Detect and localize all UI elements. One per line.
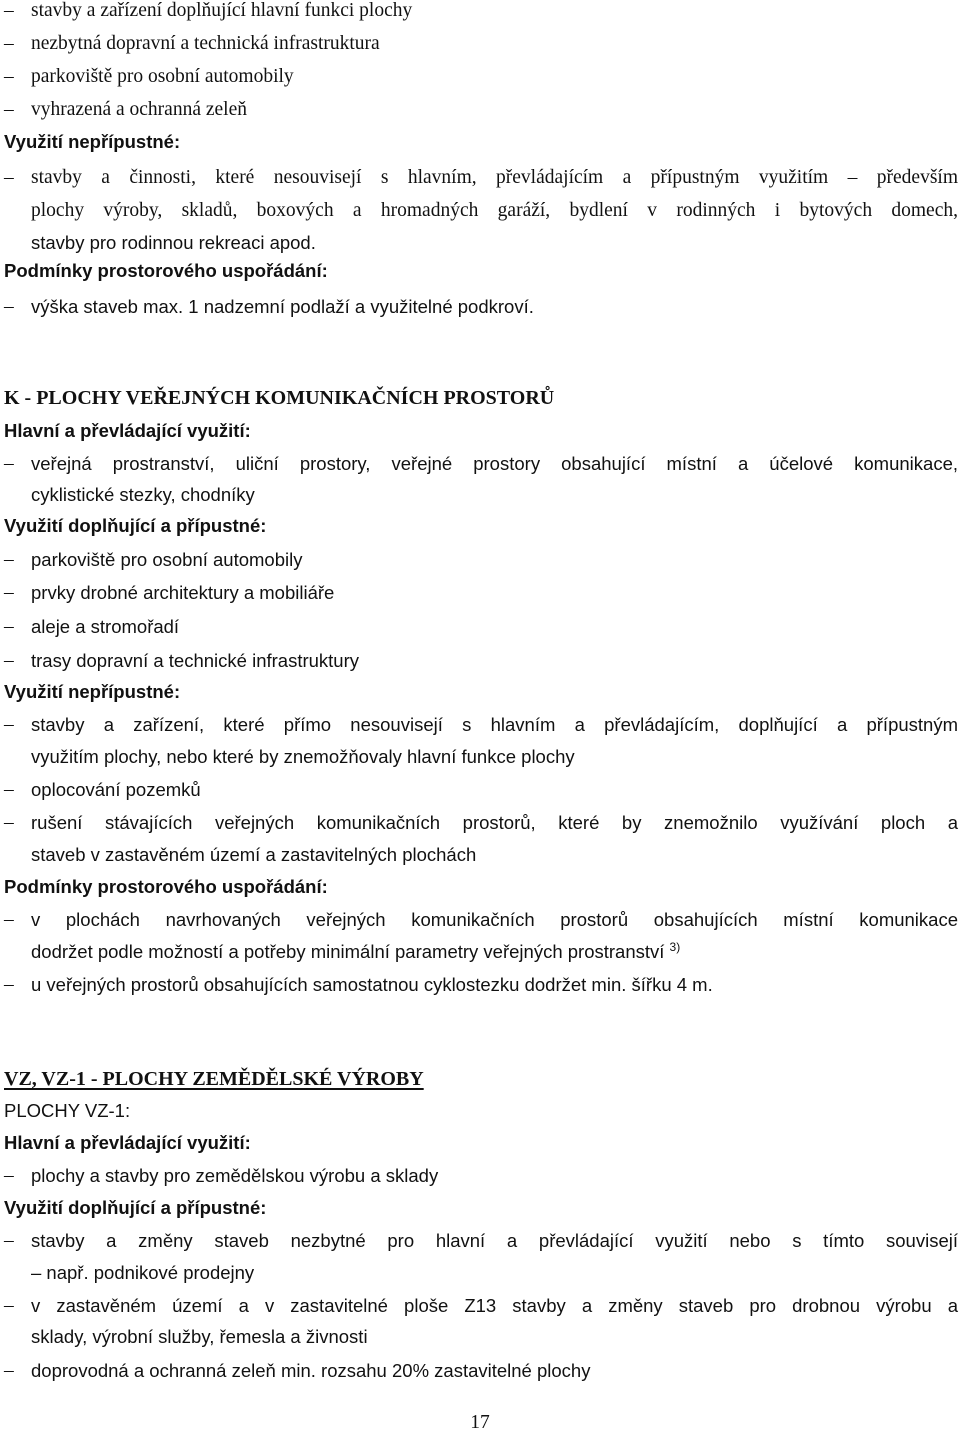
- dash-bullet: –: [4, 167, 14, 188]
- page-number: 17: [470, 1412, 490, 1433]
- list-item-text: parkoviště pro osobní automobily: [31, 66, 294, 87]
- list-item-text-wrap: [4, 936, 958, 968]
- dash-bullet: –: [4, 779, 14, 800]
- list-item-text: aleje a stromořadí: [31, 616, 180, 637]
- list-item: [4, 94, 958, 126]
- dash-bullet: –: [4, 0, 14, 21]
- list-item-text: – např. podnikové prodejny: [31, 1262, 255, 1283]
- list-item: [4, 1290, 958, 1322]
- dash-bullet: –: [4, 33, 14, 54]
- section-subtitle: PLOCHY VZ-1:: [4, 1100, 131, 1121]
- list-item-text: v plochách navrhovaných veřejných komunikačních prostorů obsahujících místní komunikace: [31, 909, 958, 930]
- list-item: [4, 448, 958, 480]
- list-item-text: využitím plochy, nebo které by znemožňovaly hlavní funkce plochy: [31, 746, 575, 767]
- list-item-text: veřejná prostranství, uliční prostory, veřejné prostory obsahující místní a účelové komunikace,: [31, 453, 958, 474]
- list-item-text: staveb v zastavěném území a zastavitelných plochách: [31, 844, 477, 865]
- list-item: [4, 0, 958, 27]
- list-item-continuation: [4, 195, 958, 227]
- dash-bullet: –: [4, 812, 14, 833]
- section-heading: Hlavní a převládající využití:: [4, 1132, 251, 1153]
- section-title-vz: VZ, VZ-1 - PLOCHY ZEMĚDĚLSKÉ VÝROBY: [4, 1068, 424, 1090]
- list-item: [4, 1225, 958, 1257]
- list-item: [4, 969, 958, 1001]
- list-item: [4, 611, 958, 643]
- list-item: [4, 28, 958, 60]
- dash-bullet: –: [4, 650, 14, 671]
- dash-bullet: –: [4, 296, 14, 317]
- footnote-ref: 3): [669, 939, 681, 954]
- list-item-text: stavby pro rodinnou rekreaci apod.: [31, 232, 316, 253]
- section-heading: Využití doplňující a přípustné:: [4, 1197, 267, 1218]
- list-item-text: v zastavěném území a v zastavitelné ploše Z13 stavby a změny staveb pro drobnou výrobu a: [31, 1295, 958, 1316]
- section-heading: Využití nepřípustné:: [4, 681, 181, 702]
- dash-bullet: –: [4, 549, 14, 570]
- list-item: [4, 291, 958, 323]
- list-item-continuation: [4, 936, 958, 968]
- dash-bullet: –: [4, 1165, 14, 1186]
- dash-bullet: –: [4, 66, 14, 87]
- list-item: [4, 1160, 958, 1192]
- dash-bullet: –: [4, 714, 14, 735]
- list-item-text: u veřejných prostorů obsahujících samostatnou cyklostezku dodržet min. šířku 4 m.: [31, 974, 713, 995]
- list-item: [4, 577, 958, 609]
- list-item: [4, 1355, 958, 1387]
- list-item-text: parkoviště pro osobní automobily: [31, 549, 303, 570]
- list-item-text: nezbytná dopravní a technická infrastruktura: [31, 33, 380, 54]
- list-item-text: stavby a zařízení, které přímo nesouvisejí s hlavním a převládajícím, doplňující a přípustným: [31, 714, 958, 735]
- list-item: [4, 645, 958, 677]
- list-item-text: doprovodná a ochranná zeleň min. rozsahu 20% zastavitelné plochy: [31, 1360, 591, 1381]
- list-item: [4, 709, 958, 741]
- section-heading: Využití doplňující a přípustné:: [4, 515, 267, 536]
- list-item-text: plochy a stavby pro zemědělskou výrobu a sklady: [31, 1165, 439, 1186]
- list-item: [4, 544, 958, 576]
- list-item-text: vyhrazená a ochranná zeleň: [31, 99, 247, 120]
- list-item-continuation: [4, 479, 958, 511]
- section-title-k: K - PLOCHY VEŘEJNÝCH KOMUNIKAČNÍCH PROSTORŮ: [4, 387, 555, 409]
- list-item-text: rušení stávajících veřejných komunikačních prostorů, které by znemožnilo využívání ploch a: [31, 812, 958, 833]
- list-item-text: trasy dopravní a technické infrastruktury: [31, 650, 360, 671]
- section-heading: Hlavní a převládající využití:: [4, 420, 251, 441]
- section-heading: Podmínky prostorového uspořádání:: [4, 260, 328, 281]
- dash-bullet: –: [4, 1295, 14, 1316]
- section-heading: Využití nepřípustné:: [4, 131, 181, 152]
- list-item-text: stavby a zařízení doplňující hlavní funkci plochy: [31, 0, 413, 21]
- list-item-continuation: [4, 1257, 958, 1289]
- list-item-continuation: [4, 839, 958, 871]
- dash-bullet: –: [4, 582, 14, 603]
- dash-bullet: –: [4, 616, 14, 637]
- dash-bullet: –: [4, 1360, 14, 1381]
- list-item: [4, 904, 958, 936]
- section-heading: Podmínky prostorového uspořádání:: [4, 876, 328, 897]
- dash-bullet: –: [4, 974, 14, 995]
- list-item-text: výška staveb max. 1 nadzemní podlaží a využitelné podkroví.: [31, 296, 534, 317]
- list-item-text: plochy výroby, skladů, boxových a hromadných garáží, bydlení v rodinných i bytových domech,: [31, 200, 958, 221]
- dash-bullet: –: [4, 909, 14, 930]
- list-item-text: oplocování pozemků: [31, 779, 201, 800]
- list-item: [4, 162, 958, 194]
- dash-bullet: –: [4, 453, 14, 474]
- list-item: [4, 774, 958, 806]
- list-item-continuation: [4, 1321, 958, 1353]
- dash-bullet: –: [4, 99, 14, 120]
- list-item-text: cyklistické stezky, chodníky: [31, 484, 255, 505]
- list-item: [4, 807, 958, 839]
- list-item-continuation: [4, 741, 958, 773]
- list-item-text: stavby a činnosti, které nesouvisejí s hlavním, převládajícím a přípustným využitím – především: [31, 167, 958, 188]
- list-item-text: prvky drobné architektury a mobiliáře: [31, 582, 335, 603]
- list-item: [4, 61, 958, 93]
- list-item-text: stavby a změny staveb nezbytné pro hlavní a převládající využití nebo s tímto souvisejí: [31, 1230, 958, 1251]
- list-item-text: sklady, výrobní služby, řemesla a živnosti: [31, 1326, 368, 1347]
- dash-bullet: –: [4, 1230, 14, 1251]
- list-item-text: dodržet podle možností a potřeby minimální parametry veřejných prostranství: [31, 941, 665, 962]
